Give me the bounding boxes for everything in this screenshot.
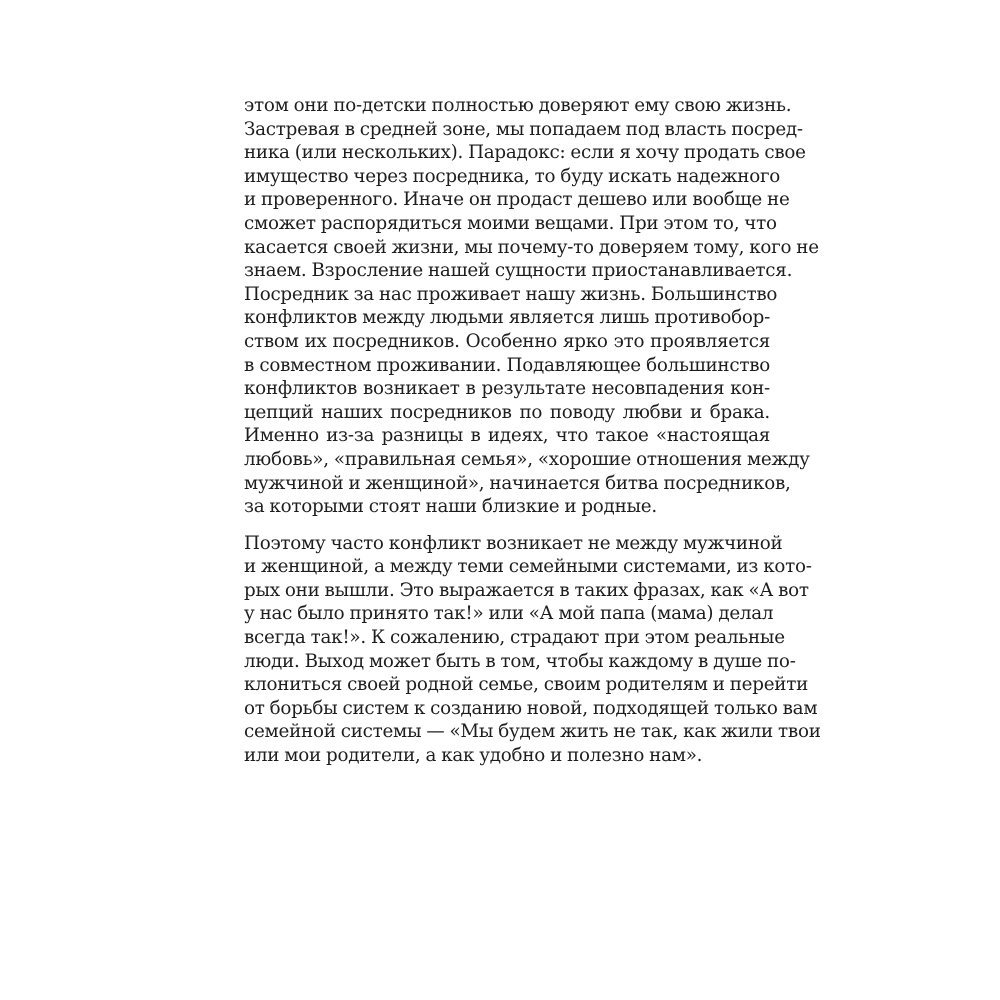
text-line: или мои родители, а как удобно и полезно нам». — [244, 745, 703, 767]
text-line: любовь», «правильная семья», «хорошие отношения между — [244, 448, 810, 470]
text-line: за которыми стоят наши близкие и родные. — [244, 496, 657, 518]
text-line: знаем. Взросление нашей сущности приостанавливается. — [244, 260, 793, 282]
text-line: рых они вышли. Это выражается в таких фразах, как «А вот — [244, 579, 809, 601]
text-line: Посредник за нас проживает нашу жизнь. Большинство — [244, 283, 778, 305]
body-text — [244, 94, 821, 768]
text-line: клониться своей родной семье, своим родителям и перейти — [244, 674, 809, 696]
text-line: ника (или нескольких). Парадокс: если я хочу продать свое — [244, 142, 806, 164]
text-line: Поэтому часто конфликт возникает не между мужчиной — [244, 532, 783, 554]
text-line: и проверенного. Иначе он продаст дешево или вообще не — [244, 189, 790, 211]
text-line: конфликтов возникает в результате несовпадения кон- — [244, 378, 770, 400]
paragraph-2 — [244, 532, 821, 768]
text-line: и женщиной, а между теми семейными системами, из кото- — [244, 556, 812, 578]
text-line: семейной системы — «Мы будем жить не так, как жили твои — [244, 721, 821, 743]
text-line: сможет распорядиться моими вещами. При этом то, что — [244, 212, 777, 234]
text-line: в совместном проживании. Подавляющее большинство — [244, 354, 770, 376]
text-line: люди. Выход может быть в том, чтобы каждому в душе по- — [244, 650, 796, 672]
paragraph-1 — [244, 94, 819, 519]
text-line: этом они по-детски полностью доверяют ему свою жизнь. — [244, 95, 792, 116]
text-line: от борьбы систем к созданию новой, подходящей только вам — [244, 697, 818, 719]
text-line: у нас было принято так!» или «А мой папа (мама) делал — [244, 603, 774, 625]
text-line: Застревая в средней зоне, мы попадаем под власть посред- — [244, 118, 803, 140]
text-line: касается своей жизни, мы почему-то доверяем тому, кого не — [244, 236, 819, 258]
text-line: конфликтов между людьми является лишь противобор- — [244, 307, 770, 329]
text-line: имущество через посредника, то буду искать надежного — [244, 165, 781, 187]
text-line: мужчиной и женщиной», начинается битва посредников, — [244, 472, 791, 494]
text-line: всегда так!». К сожалению, страдают при этом реальные — [244, 627, 785, 649]
text-line: ством их посредников. Особенно ярко это проявляется — [244, 330, 770, 352]
text-line: Именно из-за разницы в идеях, что такое «настоящая — [244, 425, 770, 447]
text-line: цепций наших посредников по поводу любви и брака. — [244, 401, 770, 423]
